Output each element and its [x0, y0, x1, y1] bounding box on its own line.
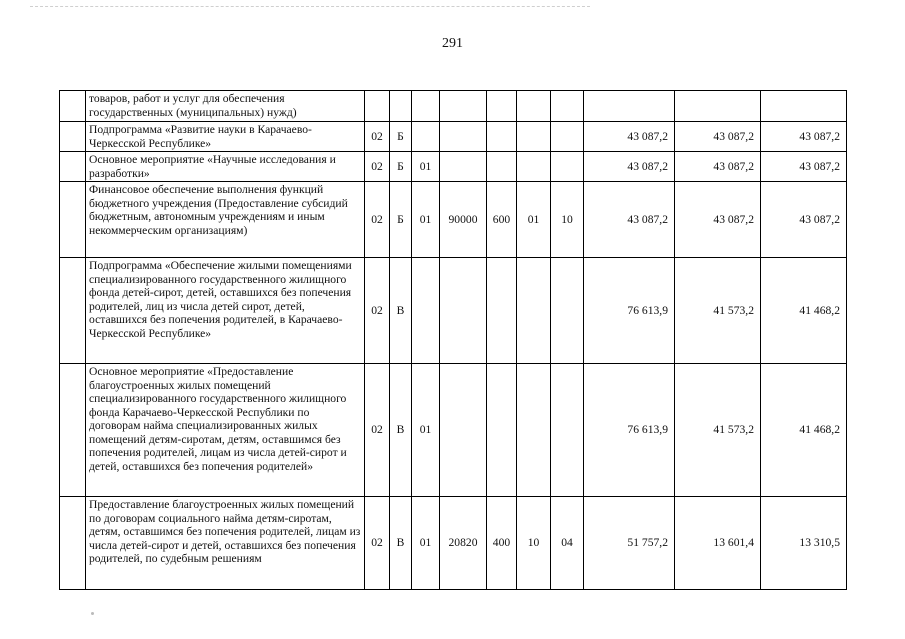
code-direction-cell: [440, 91, 487, 122]
code-subsection-cell: [551, 258, 584, 364]
code-section-cell: [517, 152, 551, 182]
value-year-1-cell: 76 613,9: [584, 258, 675, 364]
code-section-cell: 10: [517, 497, 551, 590]
table-row: [60, 152, 847, 182]
value-year-2-cell: 43 087,2: [675, 122, 761, 152]
value-year-3-cell: 13 310,5: [761, 497, 847, 590]
code-subprogram-cell: Б: [390, 152, 412, 182]
value-year-2-cell: 41 573,2: [675, 364, 761, 497]
code-expense-type-cell: [487, 364, 517, 497]
code-subsection-cell: 04: [551, 497, 584, 590]
code-subprogram-cell: [390, 91, 412, 122]
row-index-cell: [60, 91, 86, 122]
value-year-2-cell: [675, 91, 761, 122]
code-section-cell: [517, 91, 551, 122]
row-index-cell: [60, 182, 86, 258]
value-year-3-cell: 41 468,2: [761, 258, 847, 364]
value-year-1-cell: 43 087,2: [584, 122, 675, 152]
code-direction-cell: [440, 122, 487, 152]
code-event-cell: [412, 91, 440, 122]
row-index-cell: [60, 364, 86, 497]
code-subprogram-cell: Б: [390, 122, 412, 152]
table-row: [60, 91, 847, 122]
item-name-cell: Подпрограмма «Развитие науки в Карачаево-Черкесской Республике»: [86, 122, 365, 152]
budget-table: [59, 90, 847, 590]
item-name-cell: Подпрограмма «Обеспечение жилыми помещениями специализированного государственного жилищного фонда детей-сирот, детей, оставшихся без попечения родителей, лиц из числа детей сирот, детей, оставшихся без попечения родителей, в Карачаево-Черкесской Республике»: [86, 258, 365, 364]
code-subsection-cell: [551, 364, 584, 497]
table-row: [60, 497, 847, 590]
code-expense-type-cell: [487, 91, 517, 122]
table-row: [60, 122, 847, 152]
item-name-cell: Основное мероприятие «Предоставление благоустроенных жилых помещений специализированного государственного жилищного фонда Карачаево-Черкесской Республики по договорам найма специализированных жилых помещений детям-сиротам, детям, оставшимся без попечения родителей, лицам из числа детей-сирот и детей, оставшихся без попечения родителей»: [86, 364, 365, 497]
row-index-cell: [60, 152, 86, 182]
code-event-cell: 01: [412, 497, 440, 590]
scan-edge-line: [30, 6, 590, 8]
scan-speck: [91, 612, 94, 615]
code-subsection-cell: [551, 152, 584, 182]
row-index-cell: [60, 258, 86, 364]
code-section-cell: [517, 364, 551, 497]
code-program-cell: 02: [365, 258, 390, 364]
code-program-cell: 02: [365, 364, 390, 497]
value-year-3-cell: [761, 91, 847, 122]
code-event-cell: [412, 122, 440, 152]
value-year-1-cell: 43 087,2: [584, 182, 675, 258]
code-direction-cell: [440, 152, 487, 182]
item-name-cell: Основное мероприятие «Научные исследования и разработки»: [86, 152, 365, 182]
value-year-3-cell: 43 087,2: [761, 182, 847, 258]
code-section-cell: [517, 258, 551, 364]
value-year-2-cell: 13 601,4: [675, 497, 761, 590]
code-direction-cell: 90000: [440, 182, 487, 258]
code-expense-type-cell: 400: [487, 497, 517, 590]
code-event-cell: 01: [412, 182, 440, 258]
item-name-cell: Предоставление благоустроенных жилых помещений по договорам социального найма детям-сиротам, детям, оставшимся без попечения родителей, лицам из числа детей-сирот и детей, оставшихся без попечения родителей, по судебным решениям: [86, 497, 365, 590]
item-name-cell: товаров, работ и услуг для обеспечения государственных (муниципальных) нужд): [86, 91, 365, 122]
value-year-1-cell: 51 757,2: [584, 497, 675, 590]
page-number: 291: [442, 36, 463, 51]
code-expense-type-cell: [487, 122, 517, 152]
code-event-cell: 01: [412, 152, 440, 182]
code-program-cell: 02: [365, 122, 390, 152]
code-subsection-cell: [551, 91, 584, 122]
value-year-3-cell: 43 087,2: [761, 122, 847, 152]
code-section-cell: [517, 122, 551, 152]
value-year-1-cell: [584, 91, 675, 122]
value-year-3-cell: 43 087,2: [761, 152, 847, 182]
code-direction-cell: 20820: [440, 497, 487, 590]
value-year-2-cell: 43 087,2: [675, 182, 761, 258]
code-direction-cell: [440, 258, 487, 364]
code-expense-type-cell: [487, 152, 517, 182]
table-row: [60, 258, 847, 364]
code-program-cell: [365, 91, 390, 122]
code-event-cell: [412, 258, 440, 364]
table-row: [60, 364, 847, 497]
value-year-2-cell: 41 573,2: [675, 258, 761, 364]
row-index-cell: [60, 122, 86, 152]
code-event-cell: 01: [412, 364, 440, 497]
value-year-2-cell: 43 087,2: [675, 152, 761, 182]
code-direction-cell: [440, 364, 487, 497]
code-program-cell: 02: [365, 152, 390, 182]
code-subprogram-cell: В: [390, 364, 412, 497]
code-section-cell: 01: [517, 182, 551, 258]
code-expense-type-cell: [487, 258, 517, 364]
value-year-1-cell: 76 613,9: [584, 364, 675, 497]
code-subsection-cell: [551, 122, 584, 152]
code-program-cell: 02: [365, 497, 390, 590]
code-program-cell: 02: [365, 182, 390, 258]
value-year-3-cell: 41 468,2: [761, 364, 847, 497]
code-subsection-cell: 10: [551, 182, 584, 258]
table-row: [60, 182, 847, 258]
item-name-cell: Финансовое обеспечение выполнения функций бюджетного учреждения (Предоставление субсидий бюджетным, автономным учреждениям и иным некоммерческим организациям): [86, 182, 365, 258]
value-year-1-cell: 43 087,2: [584, 152, 675, 182]
code-subprogram-cell: Б: [390, 182, 412, 258]
row-index-cell: [60, 497, 86, 590]
code-expense-type-cell: 600: [487, 182, 517, 258]
code-subprogram-cell: В: [390, 497, 412, 590]
code-subprogram-cell: В: [390, 258, 412, 364]
